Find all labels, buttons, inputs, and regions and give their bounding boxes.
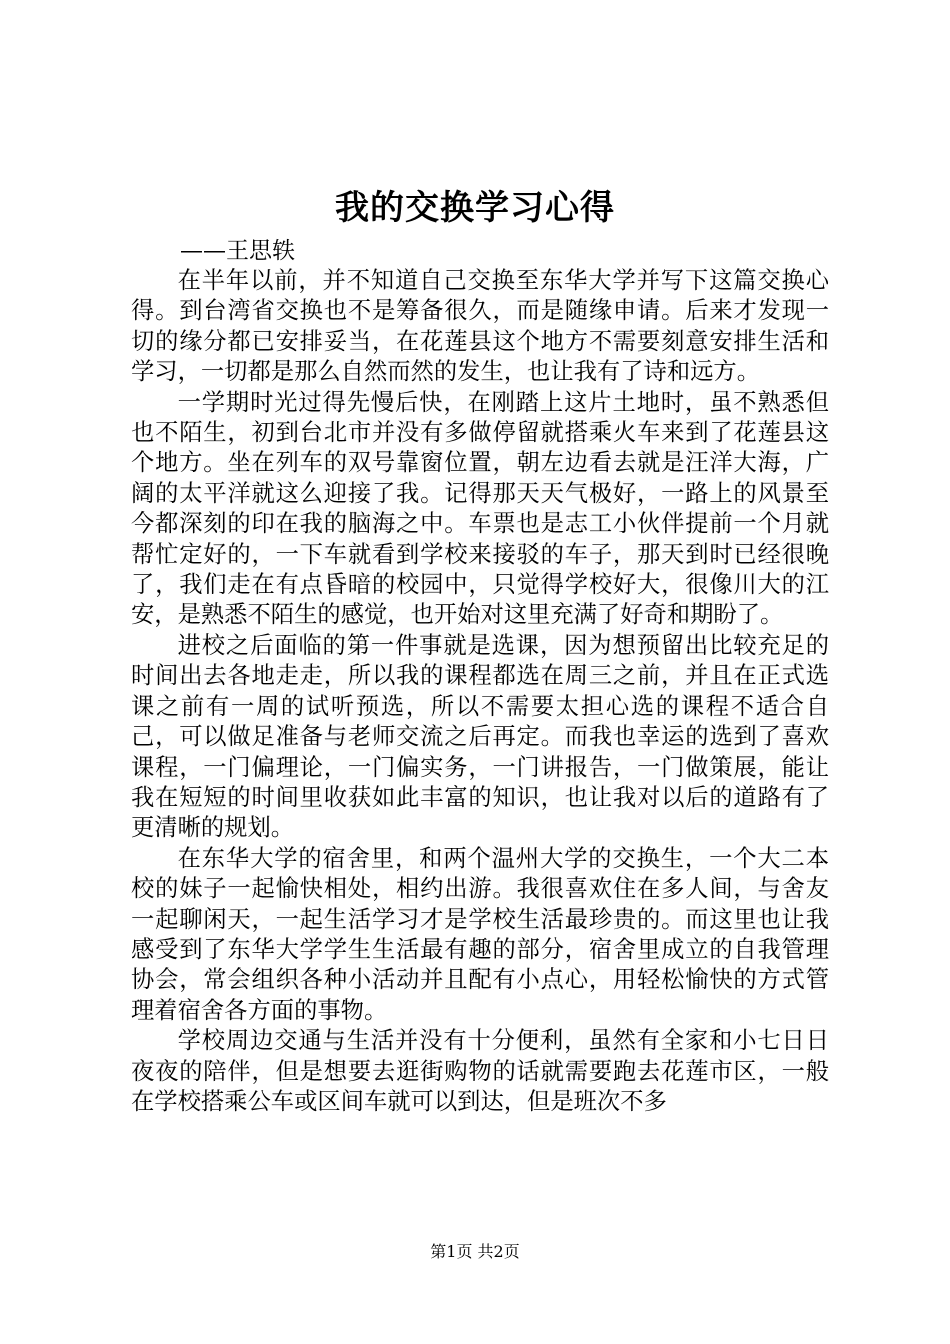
paragraph: 一学期时光过得先慢后快，在刚踏上这片土地时，虽不熟悉但也不陌生，初到台北市并没有多做停留就搭乘火车来到了花莲县这个地方。坐在列车的双号靠窗位置，朝左边看去就是汪洋大海，广阔的太平洋就这么迎接了我。记得那天天气极好，一路上的风景至今都深刻的印在我的脑海之中。车票也是志工小伙伴提前一个月就帮忙定好的，一下车就看到学校来接驳的车子，那天到时已经很晚了，我们走在有点昏暗的校园中，只觉得学校好大，很像川大的江安，是熟悉不陌生的感觉，也开始对这里充满了好奇和期盼了。 (131, 388, 829, 629)
page-number-footer: 第1页 共2页 (430, 1242, 520, 1261)
document-body (131, 266, 829, 1117)
author-line: ——王思轶 (180, 238, 295, 264)
paragraph: 学校周边交通与生活并没有十分便利，虽然有全家和小七日日夜夜的陪伴，但是想要去逛街购物的话就需要跑去花莲市区，一般在学校搭乘公车或区间车就可以到达，但是班次不多 (131, 1027, 829, 1115)
paragraph: 在东华大学的宿舍里，和两个温州大学的交换生，一个大二本校的妹子一起愉快相处，相约出游。我很喜欢住在多人间，与舍友一起聊闲天，一起生活学习才是学校生活最珍贵的。而这里也让我感受到了东华大学学生生活最有趣的部分，宿舍里成立的自我管理协会，常会组织各种小活动并且配有小点心，用轻松愉快的方式管理着宿舍各方面的事物。 (131, 844, 829, 1024)
paragraph: 在半年以前，并不知道自己交换至东华大学并写下这篇交换心得。到台湾省交换也不是筹备很久，而是随缘申请。后来才发现一切的缘分都已安排妥当，在花莲县这个地方不需要刻意安排生活和学习，一切都是那么自然而然的发生，也让我有了诗和远方。 (131, 267, 829, 386)
paragraph: 进校之后面临的第一件事就是选课，因为想预留出比较充足的时间出去各地走走，所以我的课程都选在周三之前，并且在正式选课之前有一周的试听预选，所以不需要太担心选的课程不适合自己，可以做足准备与老师交流之后再定。而我也幸运的选到了喜欢课程，一门偏理论，一门偏实务，一门讲报告，一门做策展，能让我在短短的时间里收获如此丰富的知识，也让我对以后的道路有了更清晰的规划。 (131, 631, 829, 842)
document-title: 我的交换学习心得 (335, 188, 615, 228)
